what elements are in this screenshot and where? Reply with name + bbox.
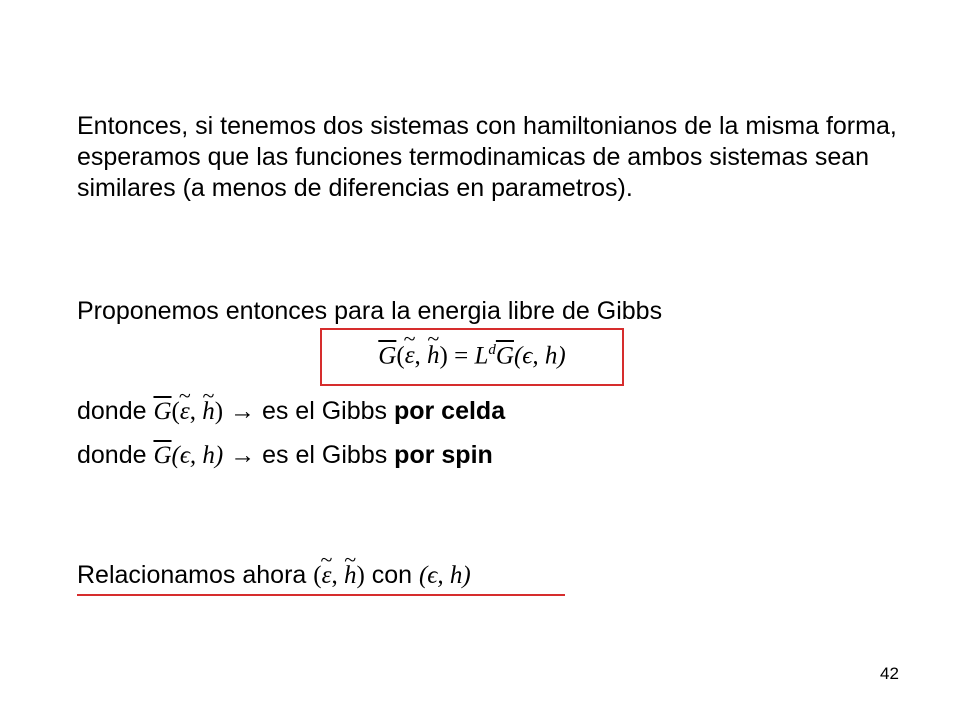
relation-comma: , xyxy=(331,562,344,589)
donde-label: donde xyxy=(77,397,154,425)
formula-paren: ( xyxy=(396,342,405,370)
relation-h-tilde: ~ h xyxy=(344,560,357,591)
relation-line xyxy=(77,560,471,591)
relation-eps-tilde: ~ ε xyxy=(322,560,332,591)
cell-paren: ( xyxy=(171,398,180,425)
formula-paren-close: ) xyxy=(439,342,448,370)
page-number: 42 xyxy=(880,664,899,683)
formula-exponent-d: d xyxy=(488,342,496,358)
formula-rhs-g: $\overline{G}$ xyxy=(495,342,514,370)
formula-lhs-g: $\overline{G}$ xyxy=(378,342,397,370)
relation-prefix: Relacionamos ahora xyxy=(77,561,314,589)
spin-bold: por spin xyxy=(394,441,493,469)
line-por-spin xyxy=(77,440,493,471)
cell-g: $\overline{G}$ xyxy=(153,398,172,425)
intro-paragraph: Entonces, si tenemos dos sistemas con hamiltonianos de la misma forma, esperamos que las funciones termodinamicas de ambos sistemas sean similares (a menos de diferencias en parametros). xyxy=(77,112,897,202)
formula-box xyxy=(320,328,624,386)
relation-connector: con xyxy=(364,561,419,589)
relation-paren-close: ) xyxy=(356,562,365,589)
cell-h-tilde: ~ h xyxy=(202,396,215,427)
cell-paren-close: ) xyxy=(214,398,224,425)
formula-h-tilde: ~ h xyxy=(427,342,440,370)
spin-args: (ϵ, h) xyxy=(171,442,224,469)
formula-l: L xyxy=(474,342,489,370)
gibbs-scaling-formula xyxy=(322,342,622,370)
relation-underline xyxy=(77,594,565,596)
formula-eps-tilde: ~ ε xyxy=(405,342,415,370)
formula-rhs-args: (ϵ, h) xyxy=(513,342,566,370)
formula-equals: = xyxy=(447,342,475,370)
formula-comma: , xyxy=(414,342,428,370)
proposal-line: Proponemos entonces para la energia libre de Gibbs xyxy=(77,297,663,325)
line-por-celda xyxy=(77,396,505,427)
cell-comma: , xyxy=(189,398,203,425)
cell-eps-tilde: ~ ε xyxy=(180,396,190,427)
spin-g: $\overline{G}$ xyxy=(153,442,172,469)
spin-description: → es el Gibbs xyxy=(223,441,395,469)
donde-label: donde xyxy=(77,441,154,469)
relation-args2: (ϵ, h) xyxy=(418,562,471,589)
cell-description: → es el Gibbs xyxy=(223,397,394,425)
cell-bold: por celda xyxy=(393,397,506,425)
relation-paren: ( xyxy=(313,562,322,589)
